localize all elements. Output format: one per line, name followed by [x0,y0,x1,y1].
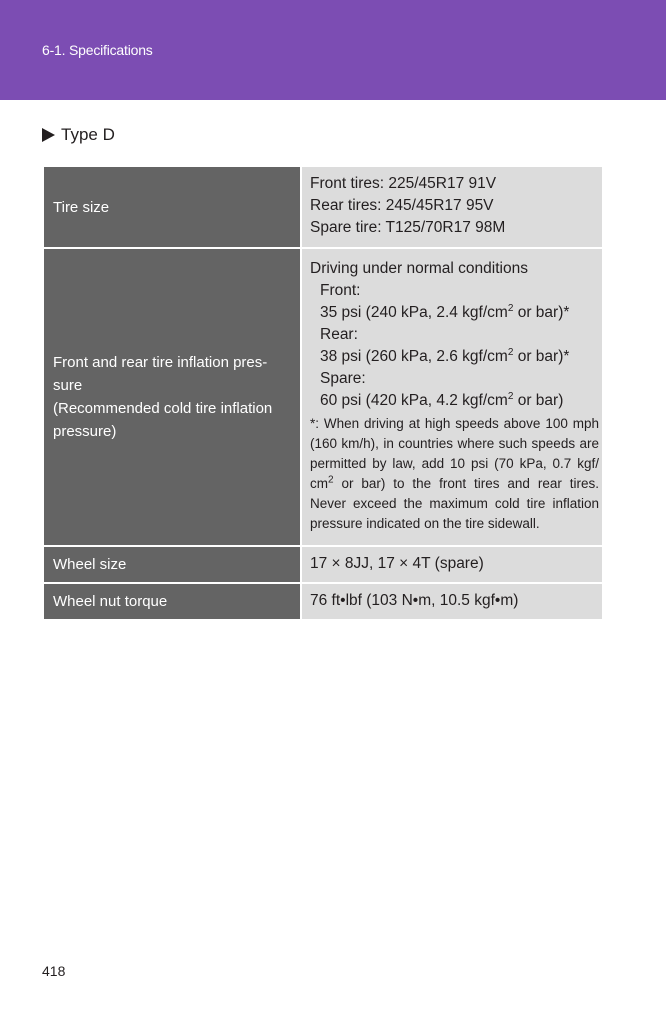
chapter-header [0,0,666,100]
wheel-size-label: Wheel size [43,546,301,583]
driving-condition: Driving under normal conditions [310,260,528,277]
spare-pressure-label: Spare: [320,370,366,387]
front-pressure-value: 35 psi (240 kPa, 2.4 kgf/$cm^2$ or bar)* [320,302,570,321]
inflation-label-line: pressure) [53,423,117,440]
spare-tire-size: Spare tire: T125/70R17 98M [310,219,506,236]
rear-pressure-value: 38 psi (260 kPa, 2.6 kgf/$cm^2$ or bar)* [320,346,570,365]
section-heading [42,125,115,145]
table-row-wheel-size [43,546,603,583]
inflation-label-line: Front and rear tire inflation pres- [53,354,268,371]
rear-pressure-label: Rear: [320,326,358,343]
wheel-nut-torque-value: 76 ft•lbf (103 N•m, 10.5 kgf•m) [301,583,603,620]
inflation-label-line: (Recommended cold tire inflation [53,400,273,417]
rear-tire-size: Rear tires: 245/45R17 95V [310,197,494,214]
wheel-size-value: 17 × 8JJ, 17 × 4T (spare) [301,546,603,583]
tire-size-label: Tire size [43,166,301,248]
inflation-label [43,248,301,546]
table-row-tire-size [43,166,603,248]
page-number: 418 [42,963,66,979]
inflation-label-line: sure [53,377,83,394]
front-pressure-label: Front: [320,282,361,299]
triangle-bullet-icon [42,128,55,142]
front-tire-size: Front tires: 225/45R17 91V [310,175,497,192]
section-title: Type D [61,125,115,144]
spare-pressure-value: 60 psi (420 kPa, 4.2 kgf/$cm^2$ or bar) [320,390,564,409]
wheel-nut-torque-label: Wheel nut torque [43,583,301,620]
chapter-title: 6-1. Specifications [42,42,153,58]
specifications-table [42,165,604,621]
inflation-value [301,248,603,546]
tire-size-value [301,166,603,248]
table-row-inflation [43,248,603,546]
high-speed-note: *: When driving at high speeds above 100 mph (160 km/h), in countries where such speeds are permitted by law, add 10 psi (70 kPa, 0.7 kgf/ $cm^2$ or bar) to the front tires and rear tires. Never exceed the maximum cold tire inflation pressure indicated on the tire sidewall. [310,416,599,531]
table-row-wheel-nut-torque [43,583,603,620]
